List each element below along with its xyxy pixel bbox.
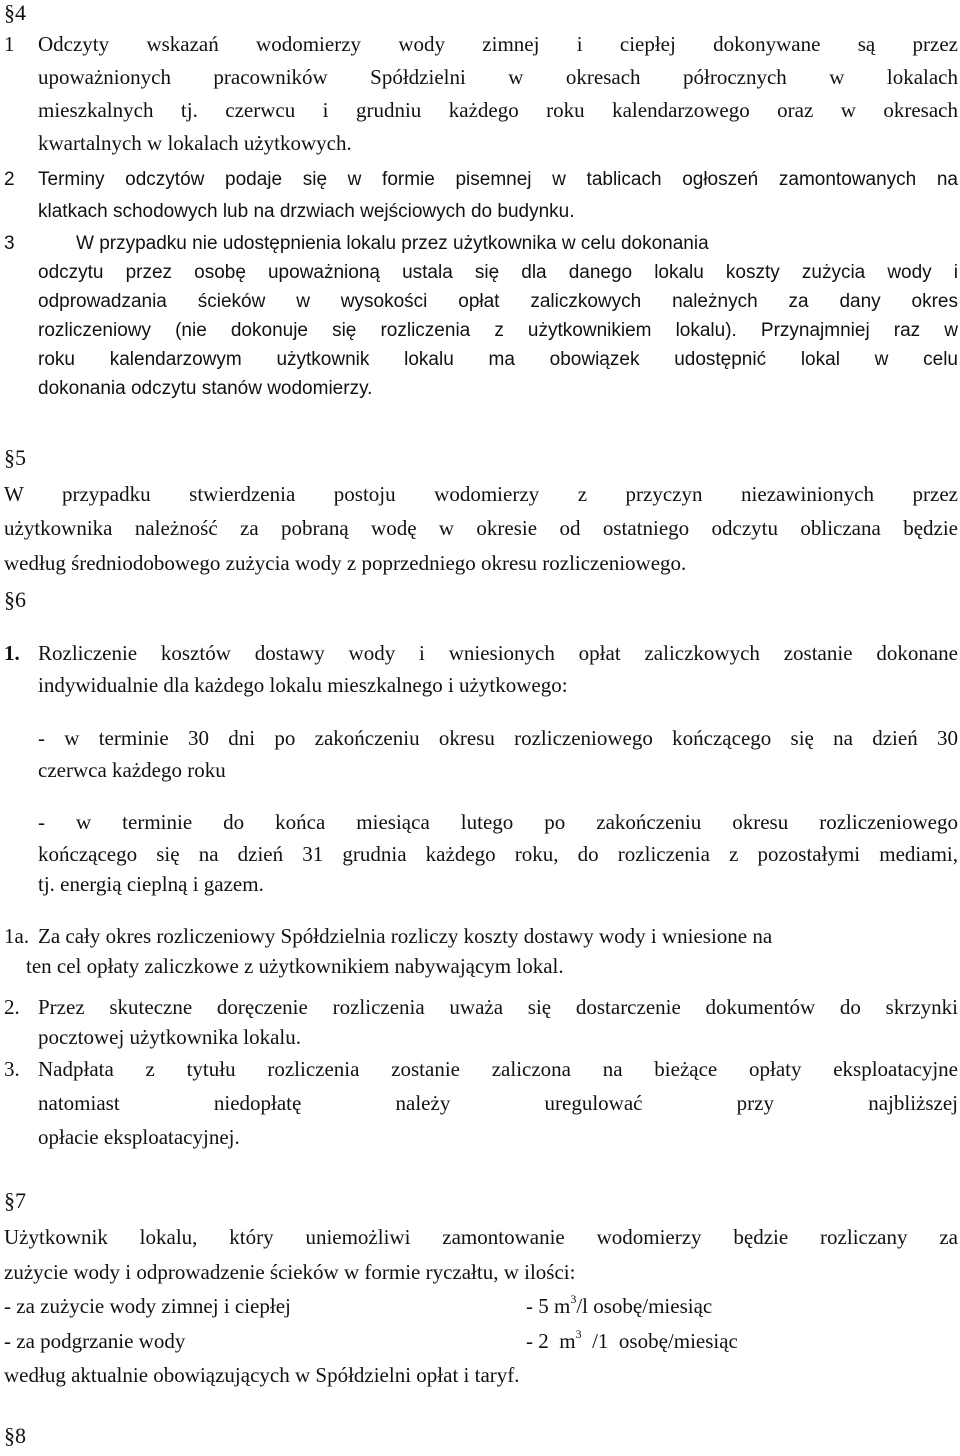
section-heading-5: §5 [4,445,26,470]
paragraph-number: 2. [4,995,20,1019]
text-line: kwartalnych w lokalach użytkowych. [38,131,352,155]
rate-label: - za podgrzanie wody [4,1329,186,1353]
text-line: według aktualnie obowiązujących w Spółdzielni opłat i taryf. [4,1363,520,1387]
text-line: klatkach schodowych lub na drzwiach wejściowych do budynku. [38,201,575,222]
rate-value: - 2 $m^3$ /1 osobę/miesiąc [526,1327,738,1353]
section-heading-4: §4 [4,0,26,25]
text-line: mieszkalnych tj. czerwcu i grudniu każdego roku kalendarzowego oraz w okresach [38,98,958,122]
text-line: Rozliczenie kosztów dostawy wody i wniesionych opłat zaliczkowych zostanie dokonane [38,641,958,665]
text-line: zużycie wody i odprowadzenie ścieków w formie ryczałtu, w ilości: [4,1260,576,1284]
text-line: Odczyty wskazań wodomierzy wody zimnej i ciepłej dokonywane są przez [38,32,958,56]
section-heading-6: §6 [4,587,26,612]
text-line: ten cel opłaty zaliczkowe z użytkownikiem nabywającym lokal. [26,954,564,978]
text-line: według średniodobowego zużycia wody z poprzedniego okresu rozliczeniowego. [4,551,687,575]
section-heading-7: §7 [4,1188,26,1213]
text-line: Użytkownik lokalu, który uniemożliwi zamontowanie wodomierzy będzie rozliczany za [4,1225,958,1249]
text-line: roku kalendarzowym użytkownik lokalu ma obowiązek udostępnić lokal w celu [38,349,958,370]
paragraph-number: 3 [4,233,15,254]
text-line: dokonania odczytu stanów wodomierzy. [38,378,373,399]
text-line: indywidualnie dla każdego lokalu mieszkalnego i użytkowego: [38,673,568,697]
paragraph-number: 3. [4,1057,20,1081]
rate-label: - za zużycie wody zimnej i ciepłej [4,1294,291,1318]
text-line: pocztowej użytkownika lokalu. [38,1025,302,1049]
text-line: Nadpłata z tytułu rozliczenia zostanie zaliczona na bieżące opłaty eksploatacyjne [38,1057,958,1081]
text-line: odczytu przez osobę upoważnioną ustala się dla danego lokalu koszty zużycia wody i [38,262,958,283]
rate-row-heating-water [4,1325,738,1358]
text-line: tj. energią cieplną i gazem. [38,872,264,896]
paragraph-number: 2 [4,169,15,190]
text-line: użytkownika należność za pobraną wodę w okresie od ostatniego odczytu obliczana będzie [4,516,958,540]
text-line: - w terminie do końca miesiąca lutego po zakończeniu okresu rozliczeniowego [38,810,958,834]
text-line: Terminy odczytów podaje się w formie pisemnej w tablicach ogłoszeń zamontowanych na [38,169,958,190]
text-line: Za cały okres rozliczeniowy Spółdzielnia rozliczy koszty dostawy wody i wniesione na [38,924,773,948]
paragraph-number: 1 [4,32,15,56]
text-line: Przez skuteczne doręczenie rozliczenia uważa się dostarczenie dokumentów do skrzynki [38,995,958,1019]
section-heading-8: §8 [4,1423,26,1448]
text-line: rozliczeniowy (nie dokonuje się rozliczenia z użytkownikiem lokalu). Przynajmniej raz w [38,320,958,341]
paragraph-number: 1a. [4,924,30,948]
rate-value: - 5 $m^3/l$ osobę/miesiąc [526,1292,713,1318]
text-line: upoważnionych pracowników Spółdzielni w okresach półrocznych w lokalach [38,65,958,89]
paragraph-number: 1. [4,641,20,665]
text-line: W przypadku stwierdzenia postoju wodomierzy z przyczyn niezawinionych przez [4,482,958,506]
rate-row-cold-hot-water [4,1290,713,1323]
text-line: odprowadzania ścieków w wysokości opłat zaliczkowych należnych za dany okres [38,291,958,312]
text-line: natomiast niedopłatę należy uregulować przy najbliższej [38,1091,958,1115]
text-line: - w terminie 30 dni po zakończeniu okresu rozliczeniowego kończącego się na dzień 30 [38,726,958,750]
text-line: kończącego się na dzień 31 grudnia każdego roku, do rozliczenia z pozostałymi mediami, [38,842,958,866]
text-line: W przypadku nie udostępnienia lokalu przez użytkownika w celu dokonania [76,233,709,254]
text-line: czerwca każdego roku [38,758,226,782]
text-line: opłacie eksploatacyjnej. [38,1125,240,1149]
